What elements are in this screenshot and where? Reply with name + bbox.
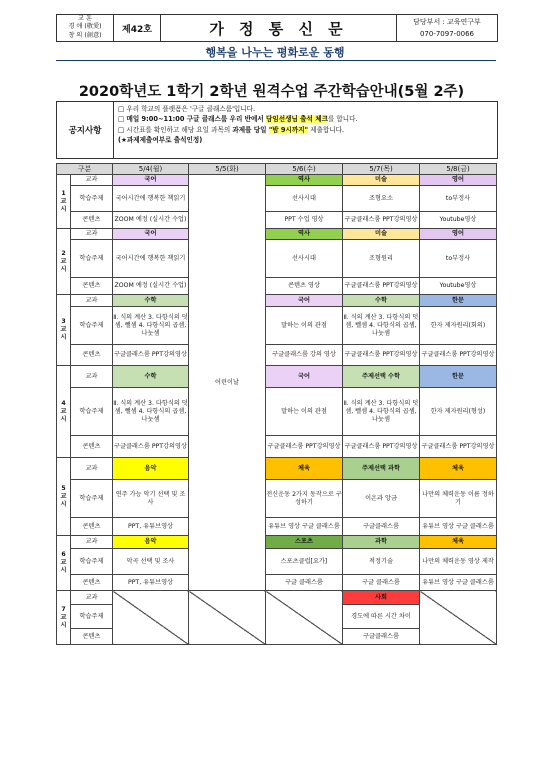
period-label: 4 교 시 — [57, 366, 71, 458]
table-row — [57, 575, 497, 591]
row-label: 교과 — [71, 591, 113, 605]
topic-cell: 적정기술 — [343, 549, 420, 575]
subject-cell: 수학 — [343, 295, 420, 307]
row-label: 콘텐츠 — [71, 436, 113, 458]
row-label: 교과 — [71, 536, 113, 549]
table-row — [57, 388, 497, 436]
content-cell: Youtube영상 — [420, 212, 497, 229]
table-row — [57, 295, 497, 307]
table-row — [57, 278, 497, 295]
department-info: 담당부서 : 교육연구부 070-7097-0066 — [413, 18, 481, 38]
content-cell: 구글클래스룸 PPT강의영상 — [343, 345, 420, 366]
subject-cell: 영어 — [420, 229, 497, 240]
subject-cell: 국어 — [113, 229, 189, 240]
period-label: 7 교 시 — [57, 591, 71, 645]
topic-cell: 이온과 앙금 — [343, 480, 420, 518]
table-row — [57, 480, 497, 518]
topic-cell: Ⅱ. 식의 계산 3. 다항식의 덧셈, 뺄셈 4. 다항식의 곱셈, 나눗셈 — [113, 388, 189, 436]
table-row — [57, 536, 497, 549]
school-motto: 교 훈 경 애 (敬愛) 창 의 (創意) — [57, 15, 114, 41]
subject-cell: 국어 — [113, 175, 189, 186]
table-row — [57, 591, 497, 605]
row-label: 콘텐츠 — [71, 345, 113, 366]
empty-cell — [189, 591, 266, 645]
topic-cell: Ⅱ. 식의 계산 3. 다항식의 덧셈, 뺄셈 4. 다항식의 곱셈, 나눗셈 — [113, 307, 189, 345]
content-cell: 구글클래스룸 PPT강의영상 — [266, 436, 343, 458]
subject-cell: 과학 — [343, 536, 420, 549]
row-label: 학습주제 — [71, 549, 113, 575]
content-cell: 구글클래스룸 PPT강의영상 — [113, 436, 189, 458]
subject-cell: 음악 — [113, 458, 189, 480]
notice-label: 공지사항 — [57, 102, 114, 158]
content-cell: 구글클래스룸 강의 영상 — [266, 345, 343, 366]
content-cell: 구글클래스룸 PPT강의영상 — [113, 345, 189, 366]
content-cell: 콘텐츠 영상 — [266, 278, 343, 295]
notice-body — [114, 102, 497, 158]
topic-cell: 국어시간에 행복한 책읽기 — [113, 240, 189, 278]
subject-cell: 사회 — [343, 591, 420, 605]
empty-cell — [420, 591, 497, 645]
content-cell: 구글클래스룸 — [343, 629, 420, 645]
row-label: 학습주제 — [71, 605, 113, 629]
subject-cell: 미술 — [343, 175, 420, 186]
row-label: 콘텐츠 — [71, 575, 113, 591]
subject-cell: 역사 — [266, 229, 343, 240]
content-cell: 구글클래스룸 — [343, 518, 420, 536]
topic-cell: 경도에 따른 시간 차이 — [343, 605, 420, 629]
period-label: 1 교 시 — [57, 175, 71, 229]
newsletter-title: 가 정 통 신 문 — [161, 15, 397, 41]
topic-cell: 악곡 선택 및 조사 — [113, 549, 189, 575]
header-category: 구분 — [57, 164, 113, 175]
row-label: 학습주제 — [71, 307, 113, 345]
row-label: 학습주제 — [71, 240, 113, 278]
subject-cell: 체육 — [420, 458, 497, 480]
header-day: 5/6(수) — [266, 164, 343, 175]
period-label: 3 교 시 — [57, 295, 71, 366]
subject-cell: 국어 — [266, 366, 343, 388]
subject-cell: 주제선택 수학 — [343, 366, 420, 388]
header-day: 5/7(목) — [343, 164, 420, 175]
topic-cell: to부정사 — [420, 186, 497, 212]
table-row — [57, 436, 497, 458]
topic-cell: Ⅱ. 식의 계산 3. 다항식의 덧셈, 뺄셈 4. 다항식의 곱셈, 나눗셈 — [343, 388, 420, 436]
topic-cell: 연주 가능 악기 선택 및 조사 — [113, 480, 189, 518]
subject-cell: 역사 — [266, 175, 343, 186]
subject-cell: 영어 — [420, 175, 497, 186]
notice-line-1: □ 우리 학교의 플랫폼은 '구글 클래스룸'입니다. — [118, 105, 256, 113]
table-row — [57, 175, 497, 186]
content-cell: PPT, 유튜브영상 — [113, 518, 189, 536]
content-cell: 구글 클래스룸 — [266, 575, 343, 591]
header-day: 5/8(금) — [420, 164, 497, 175]
period-label: 2 교 시 — [57, 229, 71, 295]
topic-cell: 선사시대 — [266, 240, 343, 278]
period-label: 5 교 시 — [57, 458, 71, 536]
content-cell: 구글클래스룸 PPT강의영상 — [343, 278, 420, 295]
row-label: 콘텐츠 — [71, 518, 113, 536]
holiday-cell: 어린이날 — [189, 175, 266, 591]
content-cell: 유튜브 영상 구글 클래스룸 — [420, 518, 497, 536]
subject-cell: 체육 — [266, 458, 343, 480]
table-row — [57, 549, 497, 575]
row-label: 콘텐츠 — [71, 212, 113, 229]
topic-cell: 선사시대 — [266, 186, 343, 212]
notice-line-2: □ 매일 9:00~11:00 구글 클래스룸 우리 반에서 담임선생님 출석 체크를 합니다. — [118, 115, 358, 124]
subject-cell: 스포츠 — [266, 536, 343, 549]
header-day: 5/5(화) — [189, 164, 266, 175]
issue-number: 제42호 — [114, 15, 161, 41]
content-cell: PPT 수업 영상 — [266, 212, 343, 229]
subject-cell: 수학 — [113, 366, 189, 388]
content-cell: 구글 클래스룸 — [343, 575, 420, 591]
row-label: 콘텐츠 — [71, 278, 113, 295]
content-cell: PPT, 유튜브영상 — [113, 575, 189, 591]
row-label: 교과 — [71, 366, 113, 388]
subject-cell: 체육 — [420, 536, 497, 549]
topic-cell: 국어시간에 행복한 책읽기 — [113, 186, 189, 212]
topic-cell: 나만의 체력운동 이름 정하기 — [420, 480, 497, 518]
subject-cell: 수학 — [113, 295, 189, 307]
topic-cell: 조형원리 — [343, 240, 420, 278]
table-row — [57, 307, 497, 345]
table-row — [57, 186, 497, 212]
row-label: 콘텐츠 — [71, 629, 113, 645]
topic-cell: 말하는 이의 관점 — [266, 307, 343, 345]
table-row — [57, 212, 497, 229]
table-row — [57, 458, 497, 480]
subject-cell: 미술 — [343, 229, 420, 240]
notice-line-3: □ 시간표를 확인하고 해당 요일 과목의 과제를 당일 "밤 9시까지" 제출합니다. — [118, 125, 345, 134]
header-day: 5/4(월) — [113, 164, 189, 175]
notice-line-4: (★과제제출여부로 출석인정) — [118, 136, 203, 145]
topic-cell: to부정사 — [420, 240, 497, 278]
page-title: 2020학년도 1학기 2학년 원격수업 주간학습안내(5월 2주) — [78, 84, 465, 100]
row-label: 교과 — [71, 229, 113, 240]
topic-cell: 전신운동 2가지 동작으로 구성하기 — [266, 480, 343, 518]
subject-cell: 한문 — [420, 366, 497, 388]
content-cell: 구글클래스룸 PPT강의영상 — [420, 345, 497, 366]
period-label: 6 교 시 — [57, 536, 71, 591]
topic-cell: 스포츠클럽[요가] — [266, 549, 343, 575]
table-header-row — [57, 164, 497, 175]
subject-cell: 음악 — [113, 536, 189, 549]
row-label: 교과 — [71, 295, 113, 307]
content-cell: 유튜브 영상 구글 클래스룸 — [266, 518, 343, 536]
content-cell: Youtube영상 — [420, 278, 497, 295]
topic-cell: 조형요소 — [343, 186, 420, 212]
row-label: 학습주제 — [71, 388, 113, 436]
content-cell: 구글클래스룸 PPT강의영상 — [343, 212, 420, 229]
empty-cell — [113, 591, 189, 645]
content-cell: ZOOM 예정 (실시간 수업) — [113, 278, 189, 295]
subject-cell: 주제선택 과학 — [343, 458, 420, 480]
content-cell: ZOOM 예정 (실시간 수업) — [113, 212, 189, 229]
content-cell: 구글클래스룸 PPT강의영상 — [343, 436, 420, 458]
topic-cell: 한자 제자원리(회의) — [420, 307, 497, 345]
topic-cell: Ⅱ. 식의 계산 3. 다항식의 덧셈, 뺄셈 4. 다항식의 곱셈, 나눗셈 — [343, 307, 420, 345]
table-row — [57, 240, 497, 278]
content-cell: 유튜브 영상 구글 클래스룸 — [420, 575, 497, 591]
empty-cell — [266, 591, 343, 645]
notice-box — [56, 101, 498, 159]
topic-cell: 한자 제자원리(형성) — [420, 388, 497, 436]
row-label: 학습주제 — [71, 480, 113, 518]
subject-cell: 국어 — [266, 295, 343, 307]
slogan-divider — [56, 60, 496, 61]
slogan: 행복을 나누는 평화로운 동행 — [205, 46, 345, 59]
table-row — [57, 518, 497, 536]
topic-cell: 말하는 이의 관점 — [266, 388, 343, 436]
content-cell: 구글클래스룸 PPT강의영상 — [420, 436, 497, 458]
weekly-schedule-table — [56, 163, 497, 645]
row-label: 교과 — [71, 175, 113, 186]
row-label: 학습주제 — [71, 186, 113, 212]
table-row — [57, 345, 497, 366]
subject-cell: 한문 — [420, 295, 497, 307]
table-row — [57, 229, 497, 240]
newsletter-header — [56, 14, 498, 42]
table-row — [57, 366, 497, 388]
topic-cell: 나만의 체력운동 영상 제작 — [420, 549, 497, 575]
row-label: 교과 — [71, 458, 113, 480]
